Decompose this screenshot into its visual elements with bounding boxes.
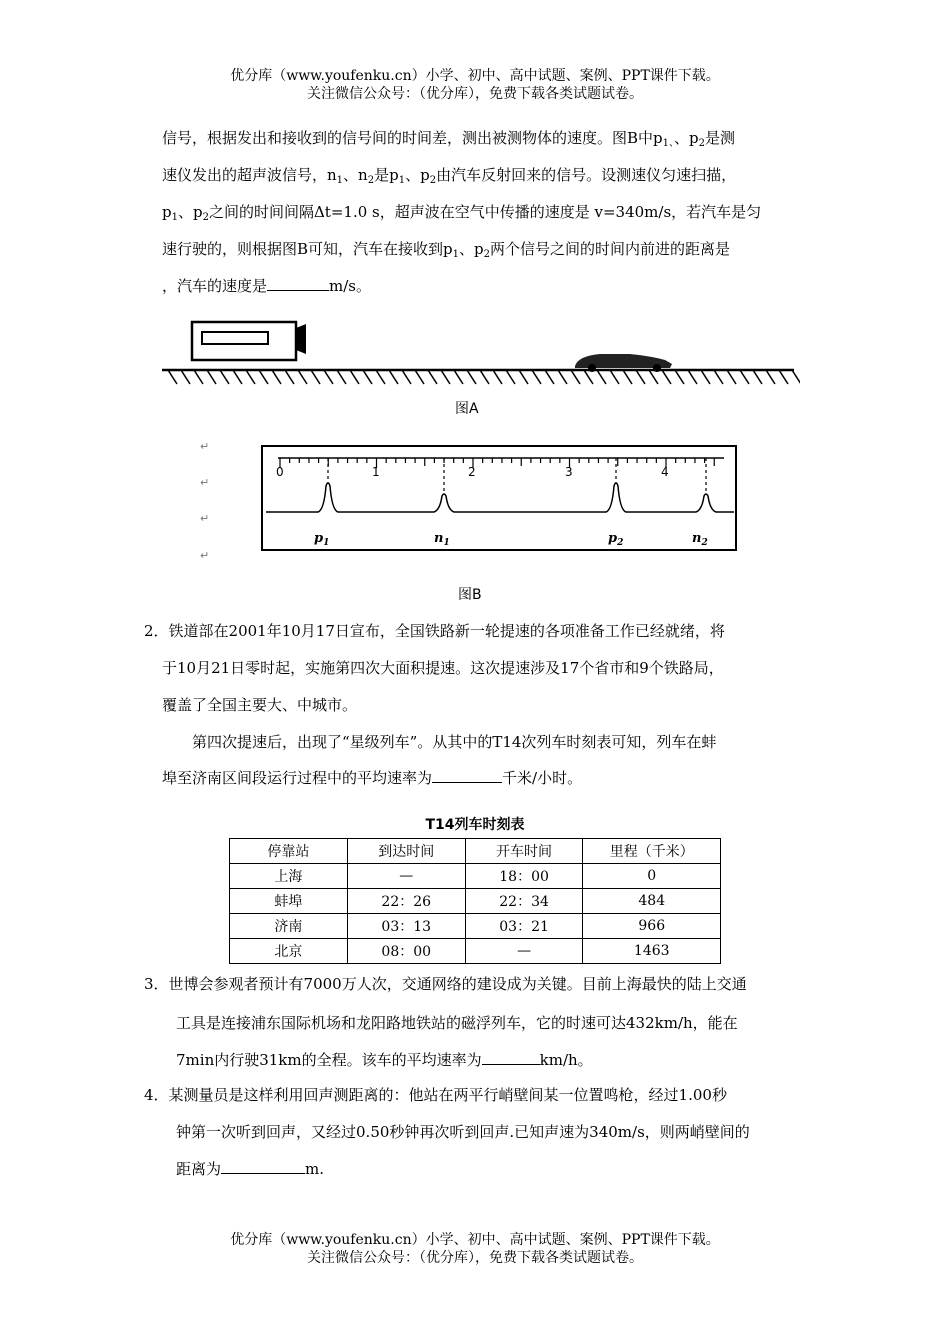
- q4-line3: 距离为 m.: [176, 1160, 325, 1178]
- q1-line3: $p_1$、$p_2$之间的时间间隔Δt=1.0 s，超声波在空气中传播的速度是 v=340m/s，若汽车是匀: [162, 203, 762, 223]
- q1-line4: 速行驶的，则根据图B可知，汽车在接收到$p_1$、$p_2$两个信号之间的时间内前进的距离是: [162, 240, 731, 260]
- return-mark: ↵: [200, 512, 210, 525]
- figure-a-caption: 图A: [455, 401, 479, 417]
- table-header: 里程（千米）: [583, 839, 721, 864]
- table-cell: 北京: [230, 939, 348, 964]
- table-cell: —: [465, 939, 583, 964]
- tick-label: 1: [372, 465, 380, 479]
- return-mark: ↵: [200, 549, 210, 562]
- page-footer-line1: 优分库（www.youfenku.cn）小学、初中、高中试题、案例、PPT课件下载。: [230, 1232, 720, 1248]
- table-cell: 03：13: [347, 914, 465, 939]
- answer-blank[interactable]: [221, 1159, 305, 1174]
- timetable: [229, 838, 721, 964]
- figure-b: [258, 444, 740, 554]
- tick-label: 0: [276, 465, 284, 479]
- table-cell: 18：00: [465, 864, 583, 889]
- q2-line2: 于10月21日零时起，实施第四次大面积提速。这次提速涉及17个省市和9个铁路局，: [162, 659, 724, 677]
- table-row: [230, 914, 721, 939]
- timetable-title: T14列车时刻表: [425, 817, 525, 833]
- speed-gun-icon: [192, 322, 306, 360]
- ruler-ticks: [280, 458, 714, 468]
- page-footer-line2: 关注微信公众号：（优分库），免费下载各类试题试卷。: [307, 1250, 643, 1266]
- return-mark: ↵: [200, 476, 210, 489]
- q3-line3: 7min内行驶31km的全程。该车的平均速率为 km/h。: [176, 1051, 593, 1069]
- table-cell: 08：00: [347, 939, 465, 964]
- q2-line4: 第四次提速后，出现了“星级列车”。从其中的T14次列车时刻表可知，列车在蚌: [192, 733, 717, 751]
- q2-line5: 埠至济南区间段运行过程中的平均速率为 千米/小时。: [162, 769, 583, 787]
- label-p2: $p_2$: [608, 531, 624, 548]
- page-header-line2: 关注微信公众号：（优分库），免费下载各类试题试卷。: [307, 86, 643, 102]
- q2-line1: 2．铁道部在2001年10月17日宣布，全国铁路新一轮提速的各项准备工作已经就绪，将: [144, 622, 725, 640]
- answer-blank[interactable]: [482, 1050, 540, 1065]
- q1-line1: 信号，根据发出和接收到的信号间的时间差，测出被测物体的速度。图B中$p_{1、}$、$p_2$是测: [162, 129, 736, 149]
- ground-hatching: [168, 370, 800, 384]
- table-header: 停靠站: [230, 839, 348, 864]
- table-row: [230, 939, 721, 964]
- table-header: 开车时间: [465, 839, 583, 864]
- table-cell: 0: [583, 864, 721, 889]
- tick-label: 3: [565, 465, 573, 479]
- q3-line1: 3．世博会参观者预计有7000万人次，交通网络的建设成为关键。目前上海最快的陆上交通: [144, 975, 747, 993]
- return-mark: ↵: [200, 440, 210, 453]
- table-cell: —: [347, 864, 465, 889]
- figure-a: [160, 318, 800, 398]
- figure-b-caption: 图B: [458, 587, 482, 603]
- q1-line5: ，汽车的速度是 m/s。: [162, 277, 371, 295]
- page-header-line1: 优分库（www.youfenku.cn）小学、初中、高中试题、案例、PPT课件下载。: [230, 68, 720, 84]
- signal-trace: [266, 483, 734, 512]
- table-row: [230, 889, 721, 914]
- answer-blank[interactable]: [432, 768, 502, 783]
- label-p1: $p_1$: [314, 531, 330, 548]
- table-row: [230, 864, 721, 889]
- table-header-row: [230, 839, 721, 864]
- table-cell: 1463: [583, 939, 721, 964]
- table-cell: 03：21: [465, 914, 583, 939]
- q2-line3: 覆盖了全国主要大、中城市。: [162, 696, 358, 714]
- q3-line2: 工具是连接浦东国际机场和龙阳路地铁站的磁浮列车，它的时速可达432km/h，能在: [176, 1014, 738, 1032]
- table-cell: 济南: [230, 914, 348, 939]
- table-cell: 上海: [230, 864, 348, 889]
- table-cell: 484: [583, 889, 721, 914]
- table-cell: 966: [583, 914, 721, 939]
- q4-line2: 钟第一次听到回声，又经过0.50秒钟再次听到回声.已知声速为340m/s，则两峭壁间的: [176, 1123, 750, 1141]
- table-header: 到达时间: [347, 839, 465, 864]
- answer-blank[interactable]: [267, 276, 329, 291]
- label-n2: $n_2$: [692, 531, 708, 548]
- table-cell: 22：34: [465, 889, 583, 914]
- label-n1: $n_1$: [434, 531, 450, 548]
- q1-line2: 速仪发出的超声波信号，$n_1$、$n_2$是$p_1$、$p_2$由汽车反射回来的信号。设测速仪匀速扫描，: [162, 166, 737, 186]
- tick-label: 4: [661, 465, 669, 479]
- table-cell: 蚌埠: [230, 889, 348, 914]
- table-cell: 22：26: [347, 889, 465, 914]
- q4-line1: 4．某测量员是这样利用回声测距离的：他站在两平行峭壁间某一位置鸣枪，经过1.00秒: [144, 1086, 727, 1104]
- tick-label: 2: [468, 465, 476, 479]
